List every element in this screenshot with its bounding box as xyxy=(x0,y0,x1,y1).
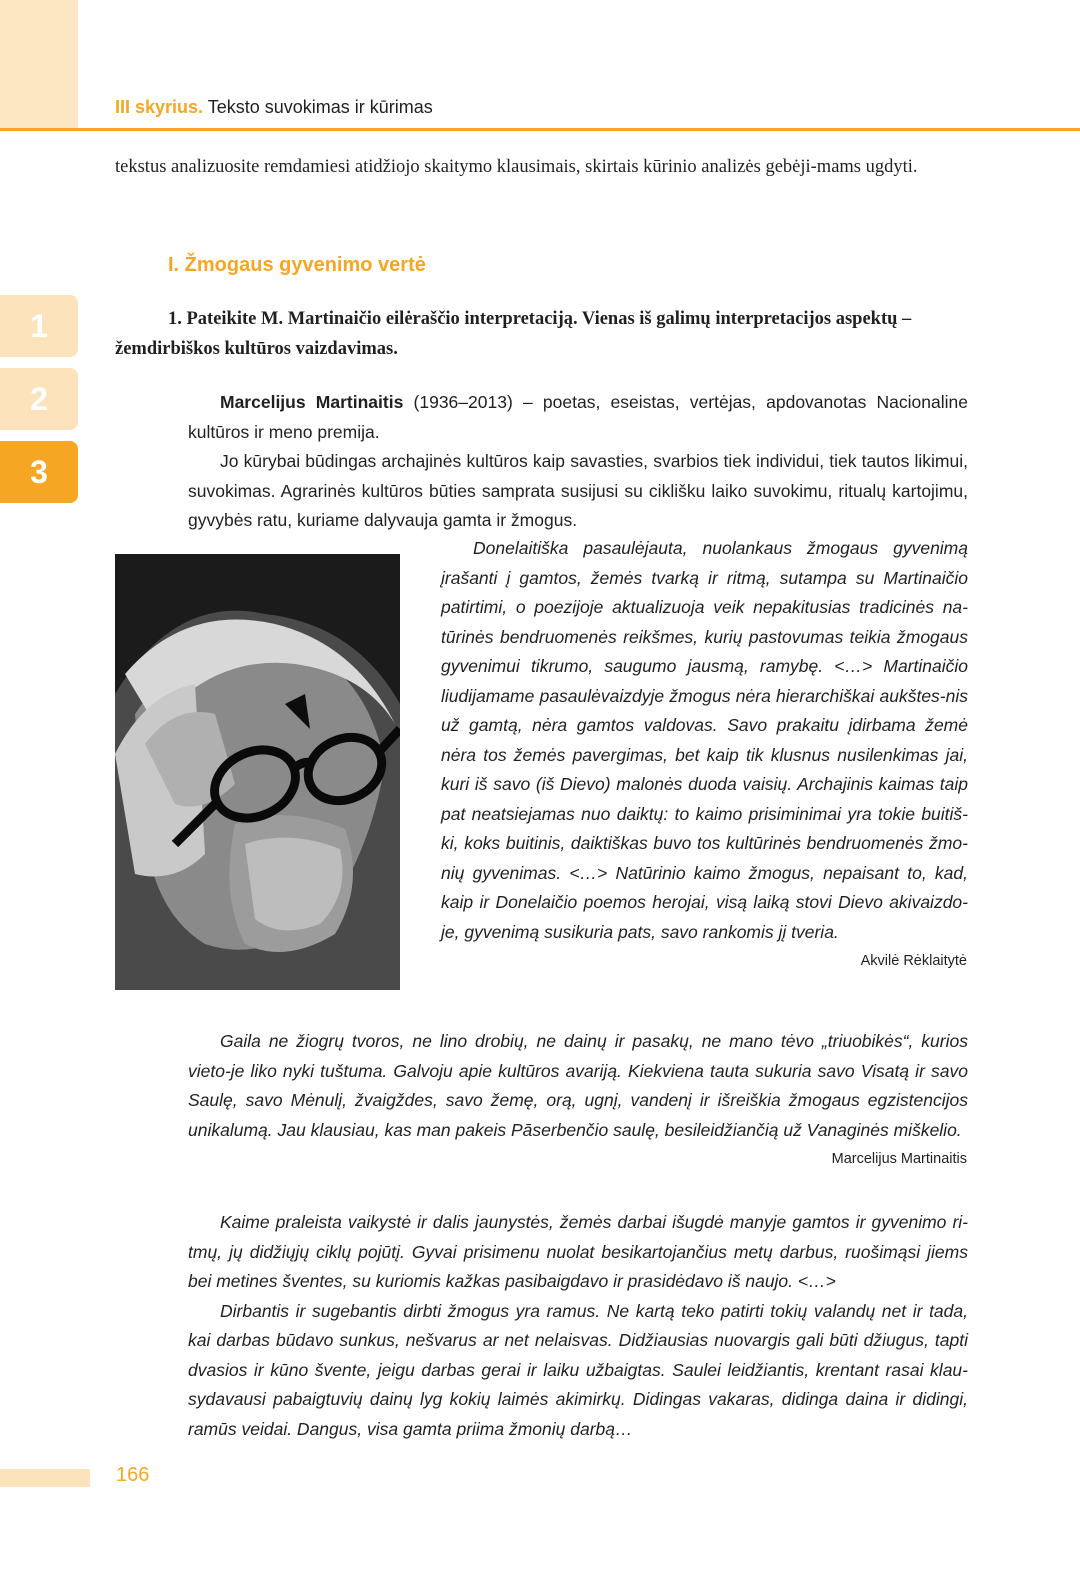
portrait-illustration xyxy=(115,554,400,990)
bio-text: (1936–2013) – poetas, eseistas, vertėjas, apdovanotas Nacionaline kultūros ir meno premija. xyxy=(188,392,968,442)
task-text: 1. Pateikite M. Martinaičio eilėraščio interpretaciją. Vienas iš galimų interpretacijos aspektų – žemdirbiškos kultūros vaizdavimas. xyxy=(115,309,912,359)
quote-martinaitis-2 xyxy=(188,1208,968,1444)
bio-paragraph-1 xyxy=(188,388,968,447)
bio-name: Marcelijus Martinaitis xyxy=(220,392,404,412)
author-portrait-photo xyxy=(115,554,400,990)
quote-3-paragraph-2: Dirbantis ir sugebantis dirbti žmogus yra ramus. Ne kartą teko patirti tokių valandų net ir tada, kai darbas būdavo sunkus, nešvarus ar net nelaisvas. Didžiausias nuovargis gali būti džiugus, tapti dvasios ir kūno švente, jeigu darbas gerai ir laiku užbaigtas. Saulei leidžiantis, krentant rasai klau-sydavausi pabaigtuvių dainų lyg kokių laimės akimirkų. Didingas vakaras, didinga daina ir didingi, ramūs veidai. Dangus, visa gamta priima žmonių darbą… xyxy=(188,1300,968,1439)
author-bio xyxy=(188,388,968,536)
chapter-tab-3-active[interactable]: 3 xyxy=(0,441,78,503)
page-number: 166 xyxy=(116,1464,150,1486)
quote-2-author: Marcelijus Martinaitis xyxy=(831,1151,967,1167)
task-1 xyxy=(115,304,920,364)
chapter-label: III skyrius. xyxy=(115,97,204,117)
bio-paragraph-2: Jo kūrybai būdingas archajinės kultūros kaip savasties, svarbios tiek individui, tiek tautos likimui, suvokimas. Agrarinės kultūros būties samprata susijusi su ciklišku laiko suvokimu, ritualų kartojimu, gyvybės ratu, kuriame dalyvauja gamta ir žmogus. xyxy=(188,451,968,530)
quote-2-text: Gaila ne žiogrų tvoros, ne lino drobių, ne dainų ir pasakų, ne mano tėvo „triuobikės“, kurios vieto-je liko nyki tuštuma. Galvoju apie kultūros avariją. Kiekviena tauta sukuria savo Visatą ir savo Saulę, savo Mėnulį, žvaigždes, savo žemę, orą, ugnį, vandenį ir išreiškia žmogaus egzistencijos unikalumą. Jau klausiau, kas man pakeis Pāserbenčio saulę, besileidžiančią už Vanaginės miškelio. xyxy=(188,1031,968,1140)
chapter-tab-1[interactable]: 1 xyxy=(0,295,78,357)
header-corner-strip xyxy=(0,0,78,128)
quote-3-paragraph-1: Kaime praleista vaikystė ir dalis jaunystės, žemės darbai išugdė manyje gamtos ir gyvenimo ri-tmų, jų didžiųjų ciklų pojūtį. Gyvai prisimenu nuolat besikartojančius metų darbus, ruošimąsi jiems bei metines šventes, su kuriomis kažkas pasibaigdavo ir prasidėdavo iš naujo. <…> xyxy=(188,1212,968,1291)
quote-1-text: Donelaitiška pasaulėjauta, nuolankaus žmogaus gyvenimą įrašanti į gamtos, žemės tvarką ir ritmą, sutampa su Martinaičio patirtimi, o poezijoje aktualizuoja veik nepakitusias tradicinės na-tūrinės bendruomenės reikšmes, kurių pastovumas teikia žmogaus gyvenimui tikrumo, saugumo jausmą, ramybę. <…> Martinaičio liudijamame pasaulėvaizdyje žmogus nėra hierarchiškai aukštes-nis už gamtą, nėra gamtos valdovas. Savo prakaitu įdirbama žemė nėra tos žemės pavergimas, bet kaip tik klusnus nusilenkimas jai, kuri iš savo (iš Dievo) malonės duoda vaisių. Archajinis kaimas taip pat neatsiejamas nuo daiktų: to kaimo prisiminimai yra tokie buitiš-ki, koks buitinis, daiktiškas buvo tos kultūrinės bendruomenės žmo-nių gyvenimas. <…> Natūrinio kaimo žmogus, nepaisant to, kad, kaip ir Donelaičio poemos herojai, visą laiką stovi Dievo akivaizdo-je, gyvenimą susikuria pats, savo rankomis jį tveria. xyxy=(441,538,968,942)
quote-martinaitis-1 xyxy=(188,1027,968,1145)
quote-reklaityte xyxy=(441,534,968,947)
intro-paragraph: tekstus analizuosite remdamiesi atidžiojo skaitymo klausimais, skirtais kūrinio analizės gebėji-mams ugdyti. xyxy=(115,157,918,177)
header-rule xyxy=(0,128,1080,131)
section-heading: I. Žmogaus gyvenimo vertė xyxy=(168,254,426,276)
chapter-title: Teksto suvokimas ir kūrimas xyxy=(207,97,433,117)
chapter-tab-2[interactable]: 2 xyxy=(0,368,78,430)
quote-1-author: Akvilė Rėklaitytė xyxy=(860,953,967,969)
running-header xyxy=(115,95,433,119)
footer-strip xyxy=(0,1469,90,1487)
